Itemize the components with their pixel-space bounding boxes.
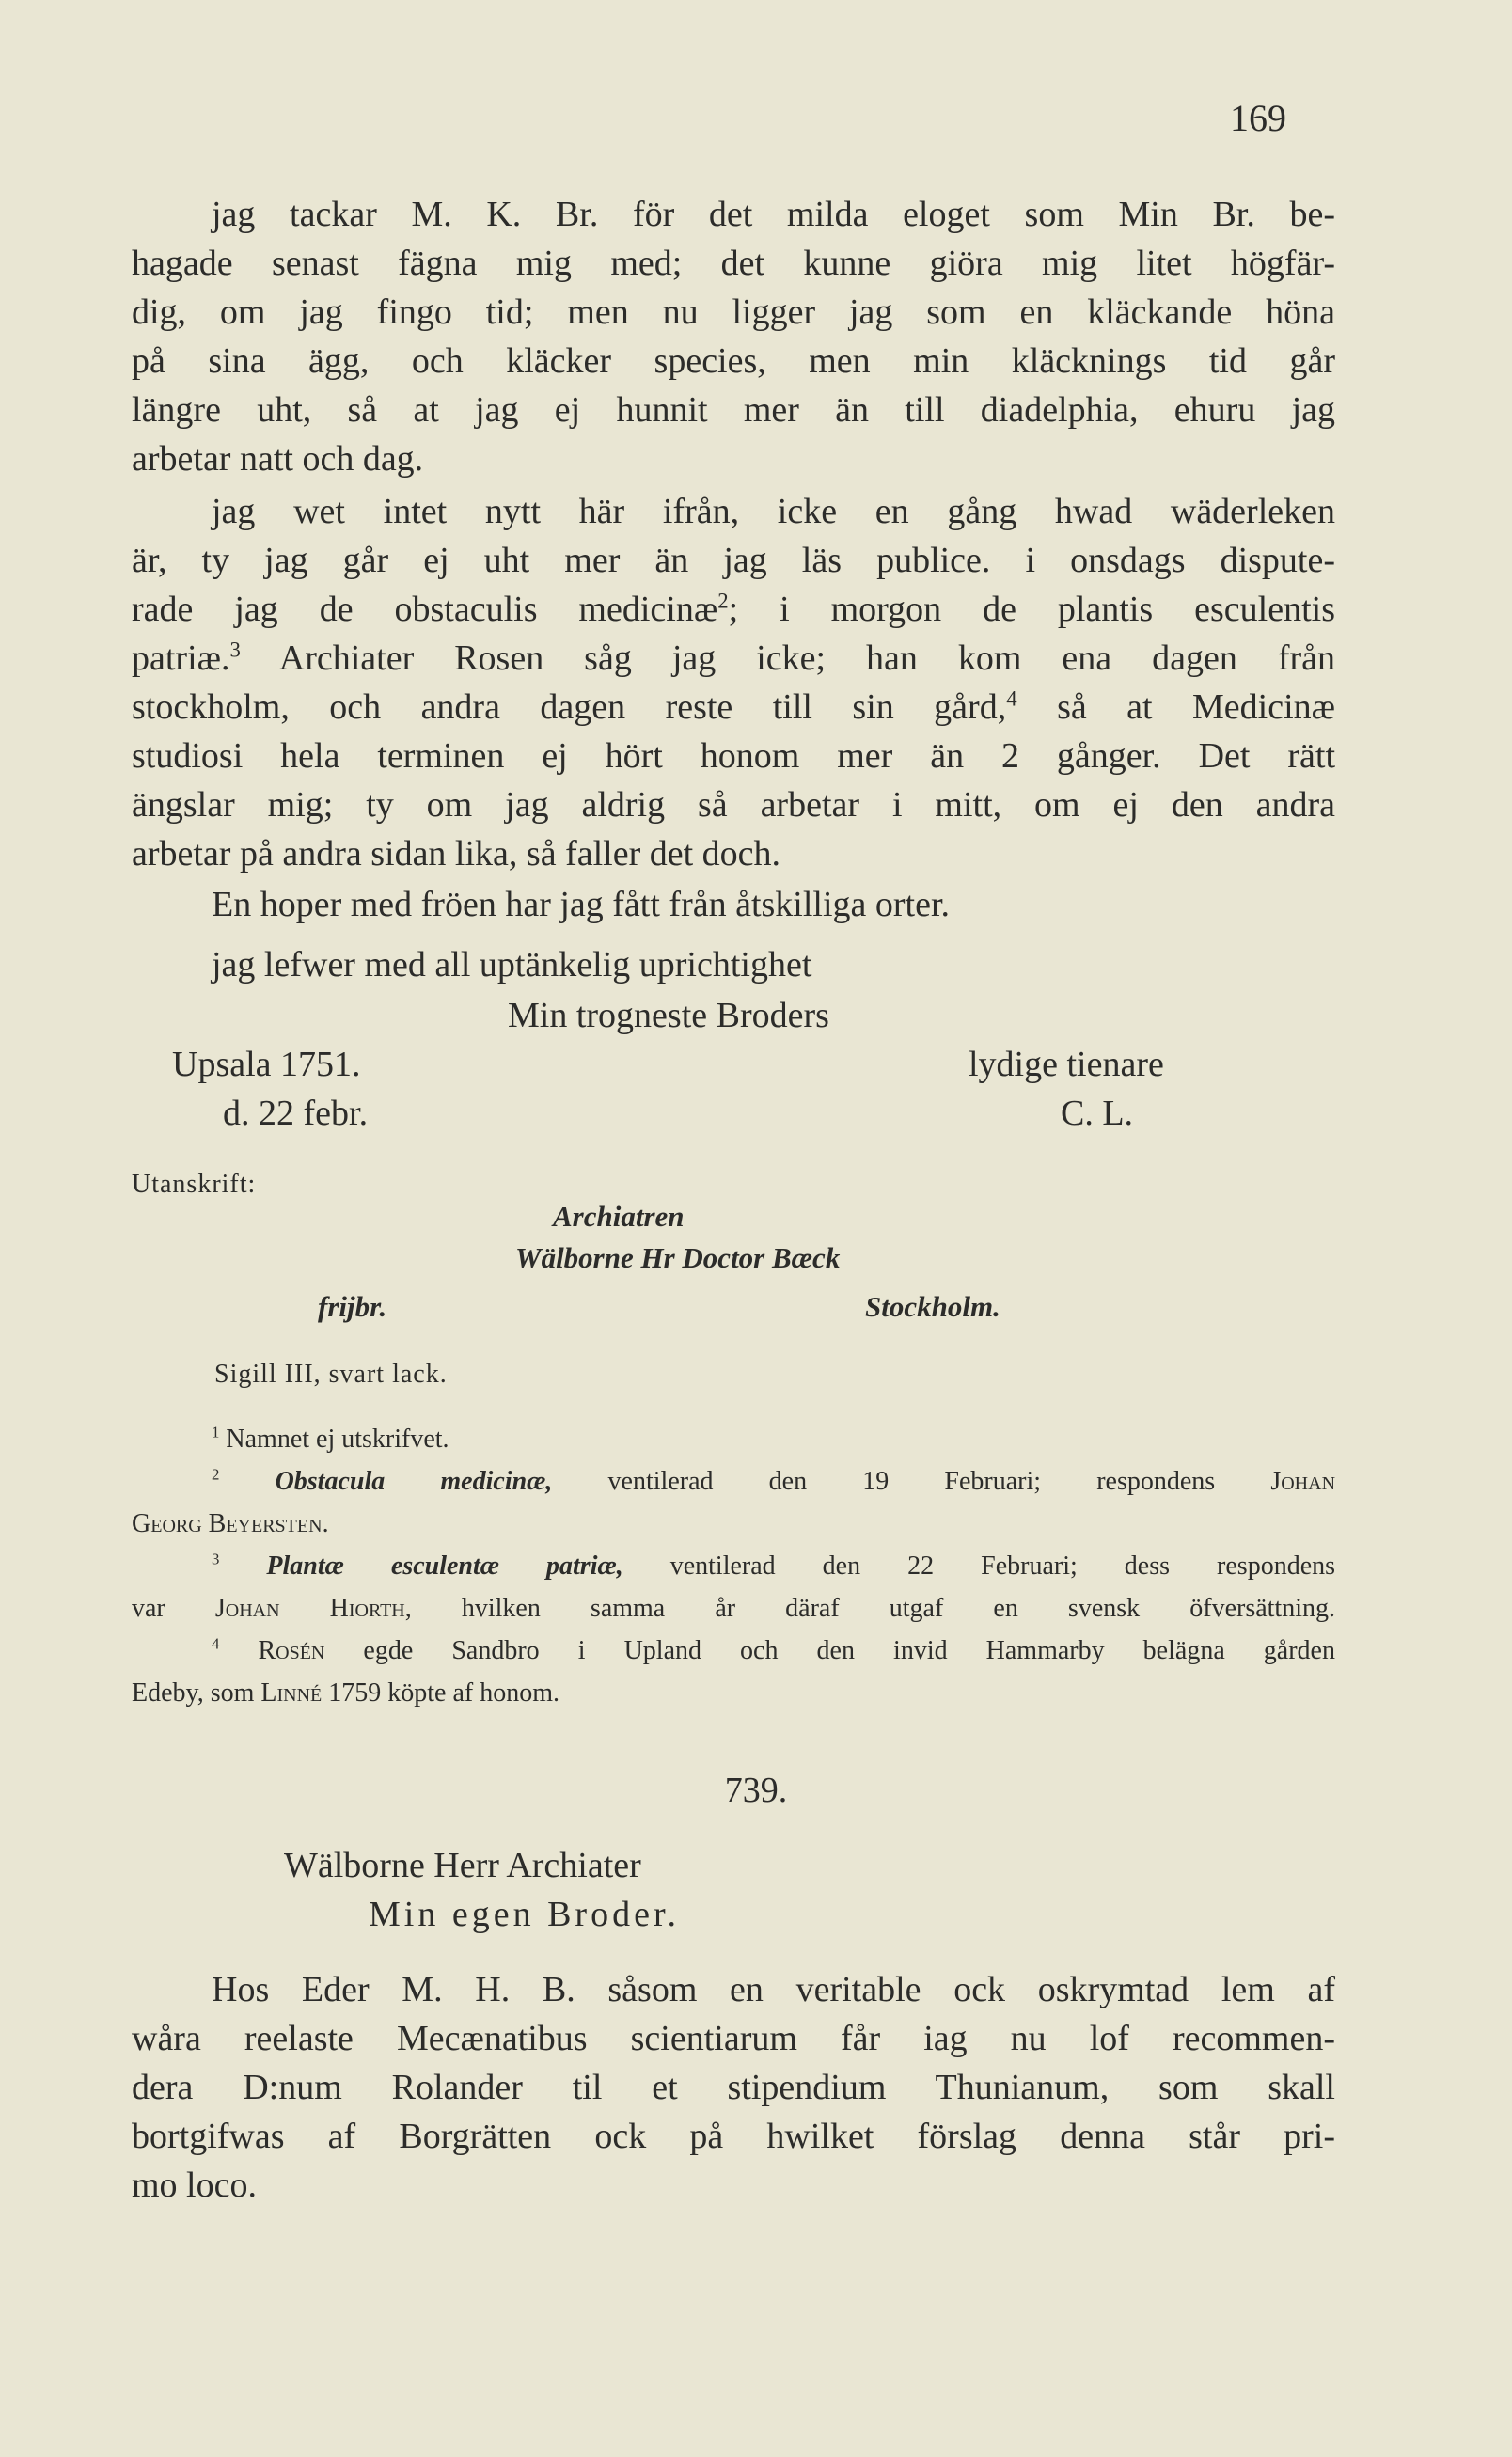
letter-line: är, ty jag går ej uht mer än jag läs publice. i onsdags dispute- (132, 541, 1335, 580)
page-number: 169 (1230, 97, 1286, 139)
letter-text: ; i morgon de plantis esculentis (728, 590, 1335, 629)
footnote (132, 1672, 1335, 1714)
closing-date: d. 22 febr. (223, 1094, 369, 1133)
footnote (212, 1630, 1335, 1672)
address-line: Archiatren (553, 1200, 685, 1233)
letter-line: En hoper med fröen har jag fått från åtskilliga orter. (212, 885, 951, 924)
letter-line: ängslar mig; ty om jag aldrig så arbetar i mitt, om ej den andra (132, 785, 1335, 825)
seal-note: Sigill III, svart lack. (214, 1360, 448, 1389)
salutation-line: Min egen Broder. (369, 1895, 681, 1934)
letter-text: patriæ. (132, 638, 230, 678)
letter-line (132, 585, 1335, 634)
closing-subscription: lydige tienare (969, 1045, 1164, 1084)
letter-line: på sina ägg, och kläcker species, men min kläcknings tid går (132, 341, 1335, 381)
letter-line: Hos Eder M. H. B. såsom en veritable ock oskrymtad lem af (212, 1970, 1335, 2009)
salutation-line: Wälborne Herr Archiater (284, 1846, 641, 1885)
letter-line: arbetar på andra sidan lika, så faller det doch. (132, 834, 781, 874)
footnote-name: Rosén (258, 1636, 325, 1665)
letter-line: längre uht, så at jag ej hunnit mer än till diadelphia, ehuru jag (132, 390, 1335, 430)
letter-text: stockholm, och andra dagen reste till sin gård, (132, 687, 1007, 727)
footnote-text: 1759 köpte af honom. (322, 1678, 560, 1708)
address-left: frijbr. (318, 1290, 387, 1323)
letter-line (132, 634, 1335, 683)
footnote-name: Johan (1270, 1467, 1336, 1496)
letter-line: studiosi hela terminen ej hört honom mer än 2 gånger. Det rätt (132, 736, 1335, 776)
letter-line: dig, om jag fingo tid; men nu ligger jag som en kläckande höna (132, 292, 1335, 332)
letter-line: jag wet intet nytt här ifrån, icke en gång hwad wäderleken (212, 492, 1335, 531)
footnote-title: Plantæ esculentæ patriæ, (266, 1551, 623, 1581)
address-heading: Utanskrift: (132, 1170, 257, 1199)
footnote (132, 1503, 1335, 1545)
footnote-text: egde Sandbro i Upland och den invid Hammarby belägna gården (324, 1636, 1335, 1665)
letter-text: så at Medicinæ (1016, 687, 1335, 727)
footnote-text: var (132, 1594, 215, 1623)
letter-line: bortgifwas af Borgrätten ock på hwilket förslag denna står pri- (132, 2117, 1335, 2156)
letter-line: dera D:num Rolander til et stipendium Thunianum, som skall (132, 2068, 1335, 2107)
footnote-name: Georg Beyersten (132, 1509, 323, 1538)
footnote-name: Linné (260, 1678, 323, 1708)
closing-line: Min trogneste Broders (508, 996, 829, 1035)
letter-line: hagade senast fägna mig med; det kunne giöra mig litet högfär- (132, 244, 1335, 283)
footnote (212, 1545, 1335, 1587)
footnote-name: Johan Hiorth (214, 1594, 405, 1623)
footnote-mark: 3 (212, 1550, 220, 1568)
letter-line (132, 683, 1335, 732)
footnote (132, 1587, 1335, 1630)
letter-line: wåra reelaste Mecænatibus scientiarum får iag nu lof recommen- (132, 2019, 1335, 2058)
footnote-text: Namnet ej utskrifvet. (226, 1425, 449, 1454)
footnote-ref-4: 4 (1006, 686, 1017, 711)
letter-line: jag tackar M. K. Br. för det milda eloget som Min Br. be- (212, 195, 1335, 234)
footnote-ref-3: 3 (229, 638, 241, 662)
footnote (212, 1460, 1335, 1503)
footnote-text: Edeby, som (132, 1678, 261, 1708)
address-right: Stockholm. (865, 1290, 1000, 1323)
letter-line: arbetar natt och dag. (132, 439, 424, 479)
letter-number: 739. (724, 1771, 788, 1810)
footnote-text: . (322, 1509, 329, 1538)
footnote-mark: 1 (212, 1423, 220, 1441)
footnote-mark: 2 (212, 1465, 220, 1484)
footnote-mark: 4 (212, 1634, 220, 1653)
letter-text: rade jag de obstaculis medicinæ (132, 590, 718, 629)
closing-line: jag lefwer med all uptänkelig uprichtighet (212, 945, 812, 984)
footnote-title: Obstacula medicinæ, (275, 1467, 553, 1496)
footnote-text: , hvilken samma år däraf utgaf en svensk öfversättning. (404, 1594, 1335, 1623)
footnote-ref-2: 2 (717, 589, 729, 613)
footnote-text: ventilerad den 19 Februari; respondens (552, 1467, 1271, 1496)
letter-line: mo loco. (132, 2166, 257, 2205)
address-line: Wälborne Hr Doctor Bæck (515, 1241, 841, 1274)
footnote-text: ventilerad den 22 Februari; dess respondens (622, 1551, 1336, 1581)
closing-initials: C. L. (1061, 1094, 1134, 1133)
letter-text: Archiater Rosen såg jag icke; han kom ena dagen från (240, 638, 1335, 678)
closing-place: Upsala 1751. (172, 1045, 361, 1084)
footnote (212, 1418, 1335, 1460)
